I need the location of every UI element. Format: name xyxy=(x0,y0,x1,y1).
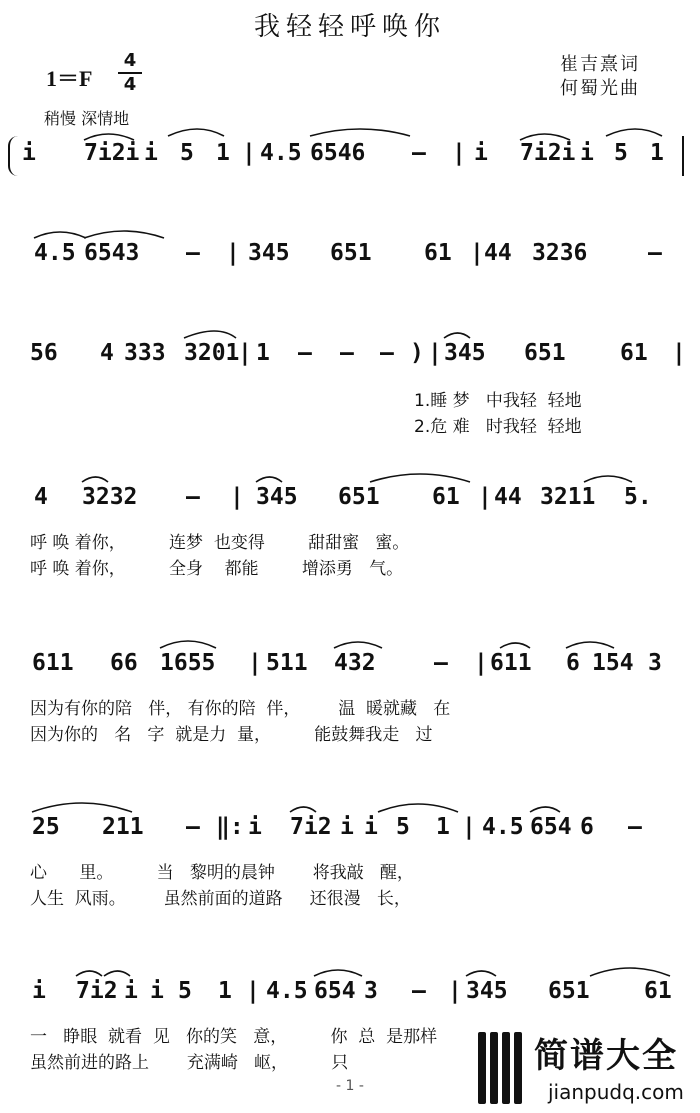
slur xyxy=(168,129,224,136)
note-group: 4.5 xyxy=(482,814,524,840)
note-group: 66 xyxy=(110,650,138,676)
page-number: - 1 - xyxy=(336,1078,364,1094)
slur xyxy=(290,807,316,812)
note-group: 61 xyxy=(620,340,648,366)
dash: – xyxy=(186,240,200,266)
note-group: 1 xyxy=(216,140,230,166)
dash: – xyxy=(434,650,448,676)
lyric-verse-1: 呼 唤 着你， 连梦 也变得 甜甜蜜 蜜。 xyxy=(30,533,410,553)
note-group: i xyxy=(124,978,138,1004)
slur xyxy=(530,807,560,812)
note-group: 7i2 xyxy=(76,978,118,1004)
barline: | xyxy=(428,340,442,366)
lyric-verse-1: 1.睡 梦 中我轻 轻地 xyxy=(414,391,582,411)
note-group: 333 xyxy=(124,340,166,366)
lyric-verse-2: 因为你的 名 字 就是力 量， 能鼓舞我走 过 xyxy=(30,725,433,745)
note-group: 511 xyxy=(266,650,308,676)
slur xyxy=(590,968,670,976)
lyric-verse-2: 2.危 难 时我轻 轻地 xyxy=(414,417,582,437)
note-group: 56 xyxy=(30,340,58,366)
note-group: 5 xyxy=(178,978,192,1004)
note-group: 1 xyxy=(650,140,664,166)
slur xyxy=(32,803,132,812)
note-group: 345 xyxy=(248,240,290,266)
lyric-verse-2: 虽然前进的路上 充满崎 岖， 只 xyxy=(30,1053,349,1073)
key-signature: 1＝F xyxy=(46,66,93,91)
barline: | xyxy=(230,484,244,510)
barline: | xyxy=(474,650,488,676)
note-group: 1 xyxy=(436,814,450,840)
lyric-verse-2: 人生 风雨。 虽然前面的道路 还很漫 长， xyxy=(30,889,411,909)
dash: – xyxy=(298,340,312,366)
slur xyxy=(184,331,236,338)
dash: – xyxy=(380,340,394,366)
note-group: 611 xyxy=(490,650,532,676)
lyric-verse-1: 心 里。 当 黎明的晨钟 将我敲 醒， xyxy=(30,863,414,883)
dash: – xyxy=(412,140,426,166)
note-group: i xyxy=(22,140,36,166)
lyric-verse-1: 一 睁眼 就看 见 你的笑 意， 你 总 是那样 xyxy=(30,1027,438,1047)
note-group: 1655 xyxy=(160,650,216,676)
barline: | xyxy=(462,814,476,840)
note-group: 5 xyxy=(396,814,410,840)
slur xyxy=(310,129,410,136)
note-group: i xyxy=(144,140,158,166)
piano-keys-icon xyxy=(476,1030,532,1106)
note-group: 44 xyxy=(484,240,512,266)
slur xyxy=(370,474,470,482)
note-group: 654 xyxy=(314,978,356,1004)
note-group: 61 xyxy=(424,240,452,266)
note-group: 5 xyxy=(180,140,194,166)
note-group: 211 xyxy=(102,814,144,840)
slur xyxy=(76,971,102,976)
repeat-start: ‖: xyxy=(216,814,244,840)
note-group: i xyxy=(150,978,164,1004)
note-group: 7i2 xyxy=(290,814,332,840)
note-group: 651 xyxy=(548,978,590,1004)
note-group: 1 xyxy=(218,978,232,1004)
close-paren: ) xyxy=(410,340,424,366)
note-group: 651 xyxy=(524,340,566,366)
slur xyxy=(84,231,164,238)
note-group: 4 xyxy=(100,340,114,366)
barline: | xyxy=(226,240,240,266)
note-group: 5. xyxy=(624,484,652,510)
barline: | xyxy=(238,340,252,366)
note-group: i xyxy=(32,978,46,1004)
note-group: 3236 xyxy=(532,240,588,266)
slur xyxy=(500,643,530,648)
dash: – xyxy=(648,240,662,266)
note-group: 3 xyxy=(364,978,378,1004)
note-group: i xyxy=(474,140,488,166)
note-group: 4 xyxy=(34,484,48,510)
note-group: 5 xyxy=(614,140,628,166)
barline: | xyxy=(478,484,492,510)
slur xyxy=(256,477,282,482)
note-group: 3232 xyxy=(82,484,138,510)
note-group: 432 xyxy=(334,650,376,676)
watermark-url: jianpudq.com xyxy=(548,1080,684,1104)
dash: – xyxy=(412,978,426,1004)
note-group: 44 xyxy=(494,484,522,510)
song-title: 我轻轻呼唤你 xyxy=(253,12,446,42)
note-group: 4.5 xyxy=(260,140,302,166)
barline: | xyxy=(470,240,484,266)
slur xyxy=(82,477,108,482)
note-group: 4.5 xyxy=(34,240,76,266)
note-group: i xyxy=(580,140,594,166)
slur xyxy=(466,971,496,976)
note-group: 345 xyxy=(444,340,486,366)
note-group: 6 xyxy=(566,650,580,676)
dash: – xyxy=(340,340,354,366)
meter-bottom: 4 xyxy=(123,74,137,95)
slur xyxy=(104,971,130,976)
note-group: 6 xyxy=(580,814,594,840)
barline: | xyxy=(246,978,260,1004)
slur xyxy=(160,641,216,648)
note-group: i xyxy=(340,814,354,840)
dash: – xyxy=(628,814,642,840)
watermark-title: 简谱大全 xyxy=(534,1036,678,1076)
note-group: 651 xyxy=(338,484,380,510)
barline: | xyxy=(452,140,466,166)
note-group: 154 xyxy=(592,650,634,676)
slur xyxy=(606,129,662,136)
note-group: 345 xyxy=(256,484,298,510)
slur xyxy=(314,970,362,976)
barline: | xyxy=(448,978,462,1004)
note-group: 25 xyxy=(32,814,60,840)
note-group: 6543 xyxy=(84,240,140,266)
lyric-verse-2: 呼 唤 着你， 全身 都能 增添勇 气。 xyxy=(30,559,404,579)
barline: | xyxy=(672,340,686,366)
slur xyxy=(84,134,134,140)
slur xyxy=(584,476,632,482)
note-group: 3201 xyxy=(184,340,240,366)
note-group: i xyxy=(364,814,378,840)
note-group: 611 xyxy=(32,650,74,676)
note-group: 3 xyxy=(648,650,662,676)
lyricist-credit: 崔吉熹词 xyxy=(560,54,640,75)
note-group: 7i2i xyxy=(520,140,576,166)
slur xyxy=(378,804,458,812)
note-group: 3211 xyxy=(540,484,596,510)
note-group: 61 xyxy=(432,484,460,510)
note-group: 61 xyxy=(644,978,672,1004)
slur xyxy=(520,134,570,140)
lyric-verse-1: 因为有你的陪 伴， 有你的陪 伴， 温 暖就藏 在 xyxy=(30,699,451,719)
note-group: 7i2i xyxy=(84,140,140,166)
composer-credit: 何蜀光曲 xyxy=(560,78,640,99)
note-group: 1 xyxy=(256,340,270,366)
slur xyxy=(34,232,86,238)
note-group: 651 xyxy=(330,240,372,266)
note-group: 654 xyxy=(530,814,572,840)
tempo-marking: 稍慢 深情地 xyxy=(44,109,130,128)
slur xyxy=(566,642,614,648)
barline: | xyxy=(242,140,256,166)
note-group: 345 xyxy=(466,978,508,1004)
note-group: 4.5 xyxy=(266,978,308,1004)
dash: – xyxy=(186,484,200,510)
note-group: i xyxy=(248,814,262,840)
slur xyxy=(334,642,382,648)
meter-top: 4 xyxy=(123,50,137,71)
barline: | xyxy=(248,650,262,676)
slur xyxy=(444,333,470,338)
note-group: 6546 xyxy=(310,140,366,166)
dash: – xyxy=(186,814,200,840)
